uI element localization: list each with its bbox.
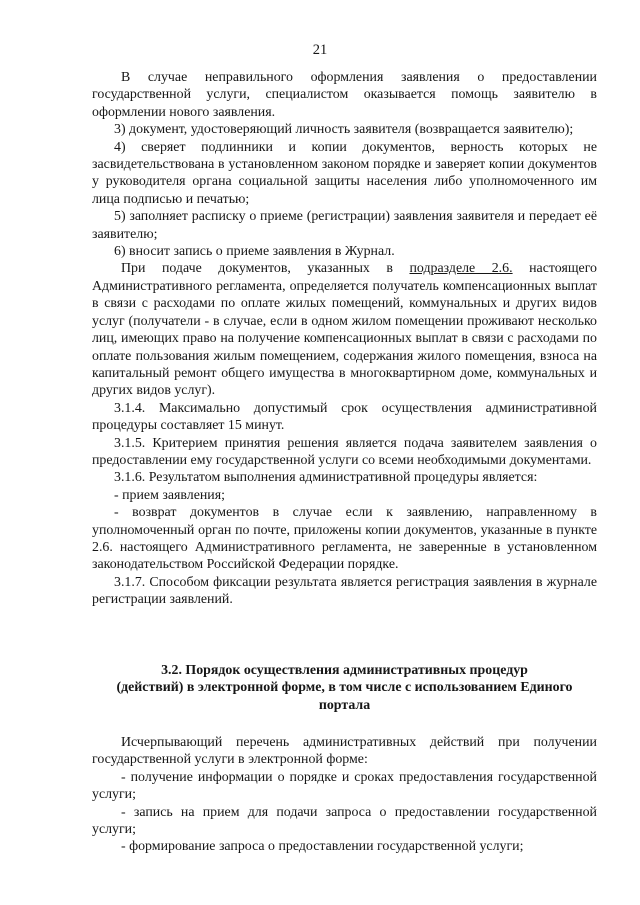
clause-3-1-5: 3.1.5. Критерием принятия решения является подача заявителем заявления о предоставлении ему государственной услуги со всеми необходимыми документами. <box>92 435 597 468</box>
paragraph-text-after: настоящего Административного регламента, определяется получатель компенсационных выплат в связи с расходами по оплате жилых помещений, коммунальных и других видов услуг (получатели - в случае, если в одном жилом помещении проживают несколько лиц, имеющих право на получение компенсационных выплат в связи с расходами по оплате пользования жилым помещением, содержания жилого помещения, взноса на капитальный ремонт общего имущества в многоквартирном доме, коммунальных и других видов услуг). <box>92 261 597 399</box>
list-item-information: - получение информации о порядке и сроках предоставления государственной услуги; <box>92 769 597 803</box>
subsection-2-6-link[interactable]: подразделе 2.6. <box>409 261 513 277</box>
clause-3-1-7: 3.1.7. Способом фиксации результата является регистрация заявления в журнале регистрации заявлений. <box>92 574 597 608</box>
paragraph-text-before: При подаче документов, указанных в <box>121 261 410 277</box>
section-3-2-body <box>92 734 597 856</box>
heading-line-2: (действий) в электронной форме, в том числе с использованием Единого <box>116 680 573 696</box>
result-item-return: - возврат документов в случае если к заявлению, направленному в уполномоченный орган по почте, приложены копии документов, указанные в пункте 2.6. настоящего Административного регламента, не заверенные в установленном законодательством Российской Федерации порядке. <box>92 505 597 573</box>
paragraph-incorrect-application: В случае неправильного оформления заявления о предоставлении государственной услуги, специалистом оказывается помощь заявителю в оформлении нового заявления. <box>92 70 597 120</box>
list-item-request: - формирование запроса о предоставлении государственной услуги; <box>121 839 524 855</box>
paragraph-item-3: 3) документ, удостоверяющий личность заявителя (возвращается заявителю); <box>114 122 574 138</box>
body-text <box>92 69 597 609</box>
page-number: 21 <box>312 42 328 58</box>
clause-3-1-4: 3.1.4. Максимально допустимый срок осуществления административной процедуры составляет 15 минут. <box>92 400 597 434</box>
heading-line-3: портала <box>318 697 371 713</box>
paragraph-item-6: 6) вносит запись о приеме заявления в Журнал. <box>114 244 395 260</box>
result-item-receipt: - прием заявления; <box>114 487 225 503</box>
paragraph-item-5: 5) заполняет расписку о приеме (регистрации) заявления заявителя и передает её заявителю; <box>92 209 597 242</box>
section-3-2-heading <box>92 662 597 714</box>
paragraph-item-4: 4) сверяет подлинники и копии документов, верность которых не засвидетельствована в установленном законом порядке и заверяет копии документов у руководителя органа социальной защиты населения либо уполномоченного им лица подписью и печатью; <box>92 139 597 207</box>
clause-3-1-6: 3.1.6. Результатом выполнения административной процедуры является: <box>114 470 538 486</box>
list-item-appointment: - запись на прием для подачи запроса о предоставлении государственной услуги; <box>92 804 597 838</box>
paragraph-subsection-2-6 <box>92 260 597 399</box>
heading-line-1: 3.2. Порядок осуществления административных процедур <box>161 663 528 678</box>
section-intro: Исчерпывающий перечень административных действий при получении государственной услуги в электронной форме: <box>92 735 597 768</box>
